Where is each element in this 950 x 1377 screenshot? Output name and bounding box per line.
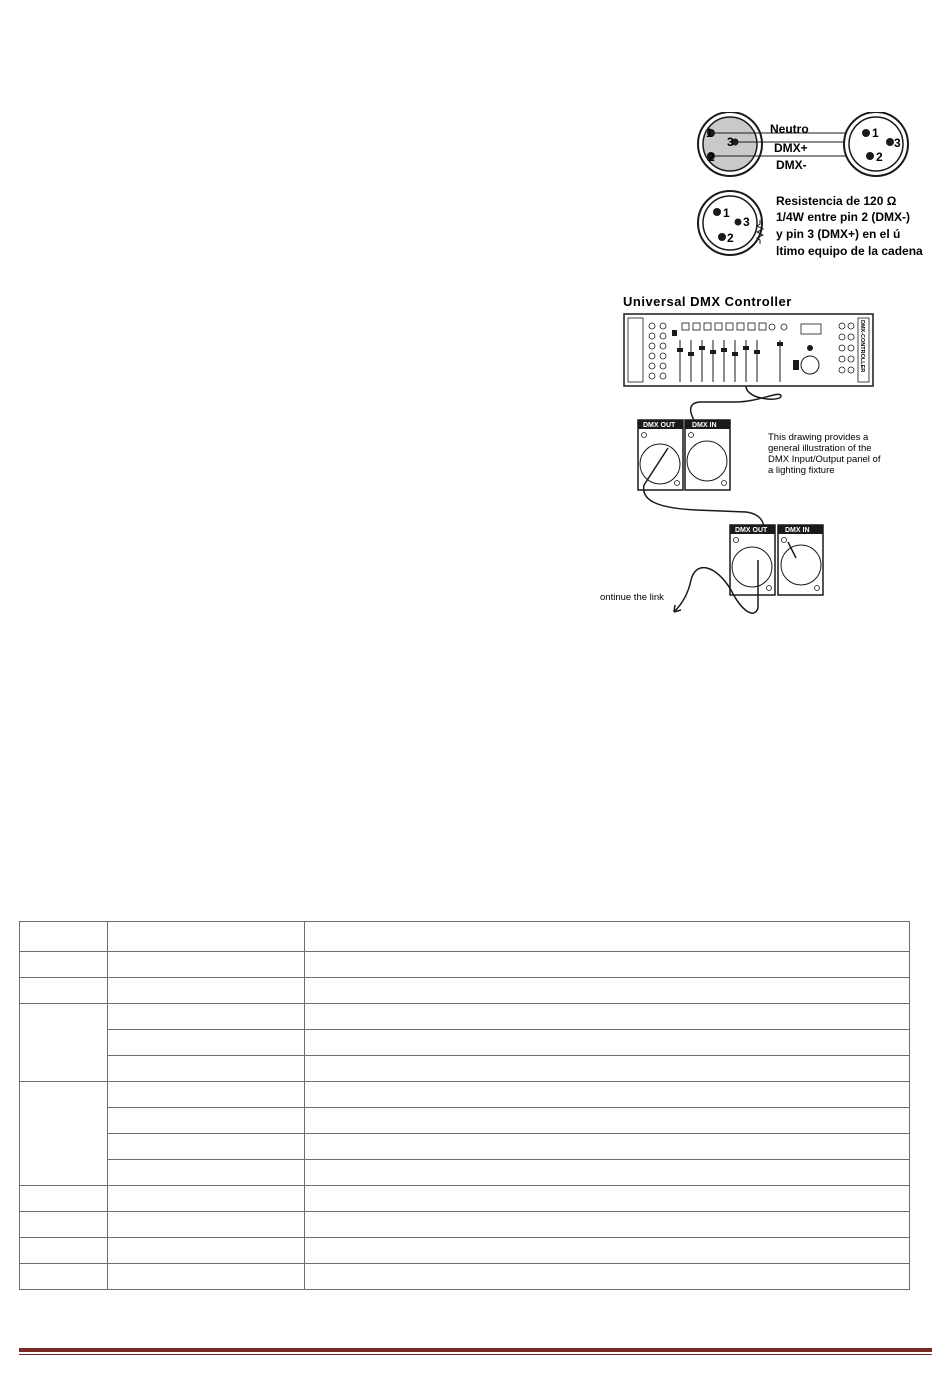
table-cell [20,1264,108,1290]
table-cell [108,1056,305,1082]
dmx-chain-diagram [596,290,936,620]
dmx-controller-unit [624,314,873,386]
table-cell [108,1004,305,1030]
xlr-term-pin-3: 3 [743,215,750,229]
table-cell [20,978,108,1004]
table-cell [20,1212,108,1238]
table-row [20,1160,910,1186]
table-row [20,1186,910,1212]
table-cell [305,1212,910,1238]
table-row [20,1264,910,1290]
xlr-right-pin-2: 2 [876,150,883,164]
xlr-left-connector [698,112,762,176]
xlr-left-pin-2: 2 [708,150,715,164]
table-cell [305,1108,910,1134]
xlr-right-connector [844,112,908,176]
xlr-terminator-connector [698,191,763,255]
fixture-note-line-4: a lighting fixture [768,465,835,476]
fixture-note-line-2: general illustration of the [768,443,872,454]
fixture-2-panel [730,525,823,595]
table-cell [305,1186,910,1212]
wire-label-neutro: Neutro [770,122,809,136]
table-cell [305,1160,910,1186]
table-row [20,1212,910,1238]
terminator-note-line-3: y pin 3 (DMX+) en el ú [776,227,901,241]
table-cell [20,952,108,978]
table-cell [305,1082,910,1108]
controller-side-label: DMX-CONTROLLER [859,320,865,373]
table-row [20,1134,910,1160]
footer-rule [19,1348,932,1352]
table-cell [20,1082,108,1186]
table-cell [305,1056,910,1082]
fixture-note-line-1: This drawing provides a [768,432,869,443]
table-row [20,1108,910,1134]
dmx-channel-table [19,921,910,1290]
wire-label-dmx-plus: DMX+ [774,141,808,155]
table-cell [305,1238,910,1264]
controller-title: Universal DMX Controller [623,294,792,309]
xlr-right-pin-3: 3 [894,136,901,150]
table-cell [108,1082,305,1108]
fixture-1-dmx-out-label: DMX OUT [643,422,676,429]
table-cell [108,1108,305,1134]
table-cell [108,1134,305,1160]
table-cell [108,978,305,1004]
terminator-note-line-4: ltimo equipo de la cadena [776,244,923,258]
table-row [20,978,910,1004]
table-cell [305,1264,910,1290]
xlr-term-pin-1: 1 [723,206,730,220]
table-row [20,922,910,952]
xlr-right-pin-1: 1 [872,126,879,140]
table-row [20,952,910,978]
table-row [20,1056,910,1082]
table-cell [305,1030,910,1056]
continue-link-label: ontinue the link [600,592,664,603]
xlr-left-pin-1: 1 [706,126,713,140]
table-cell [305,1134,910,1160]
table-cell [108,1186,305,1212]
table-cell [108,1238,305,1264]
table-cell [20,1238,108,1264]
fixture-2-dmx-in-label: DMX IN [785,527,810,534]
table-cell [108,1160,305,1186]
table-cell [20,1004,108,1082]
table-row [20,1004,910,1030]
table-cell [305,978,910,1004]
xlr-left-pin-3: 3 [727,135,734,149]
table-cell [20,922,108,952]
table-cell [108,1030,305,1056]
terminator-note-line-2: 1/4W entre pin 2 (DMX-) [776,210,911,224]
table-cell [305,1004,910,1030]
footer-rule-thin [19,1354,932,1355]
table-cell [108,1212,305,1238]
fixture-note-line-3: DMX Input/Output panel of [768,454,881,465]
table-row [20,1030,910,1056]
terminator-note-line-1: Resistencia de 120 Ω [776,194,897,208]
table-row [20,1238,910,1264]
fixture-2-dmx-out-label: DMX OUT [735,527,768,534]
fixture-1-dmx-in-label: DMX IN [692,422,717,429]
xlr-term-pin-2: 2 [727,231,734,245]
table-cell [108,922,305,952]
xlr-wiring-diagram [690,112,925,264]
wire-label-dmx-minus: DMX- [776,158,807,172]
table-cell [305,952,910,978]
fixture-1-panel [638,420,730,490]
table-cell [108,1264,305,1290]
table-cell [20,1186,108,1212]
table-cell [108,952,305,978]
table-row [20,1082,910,1108]
table-cell [305,922,910,952]
